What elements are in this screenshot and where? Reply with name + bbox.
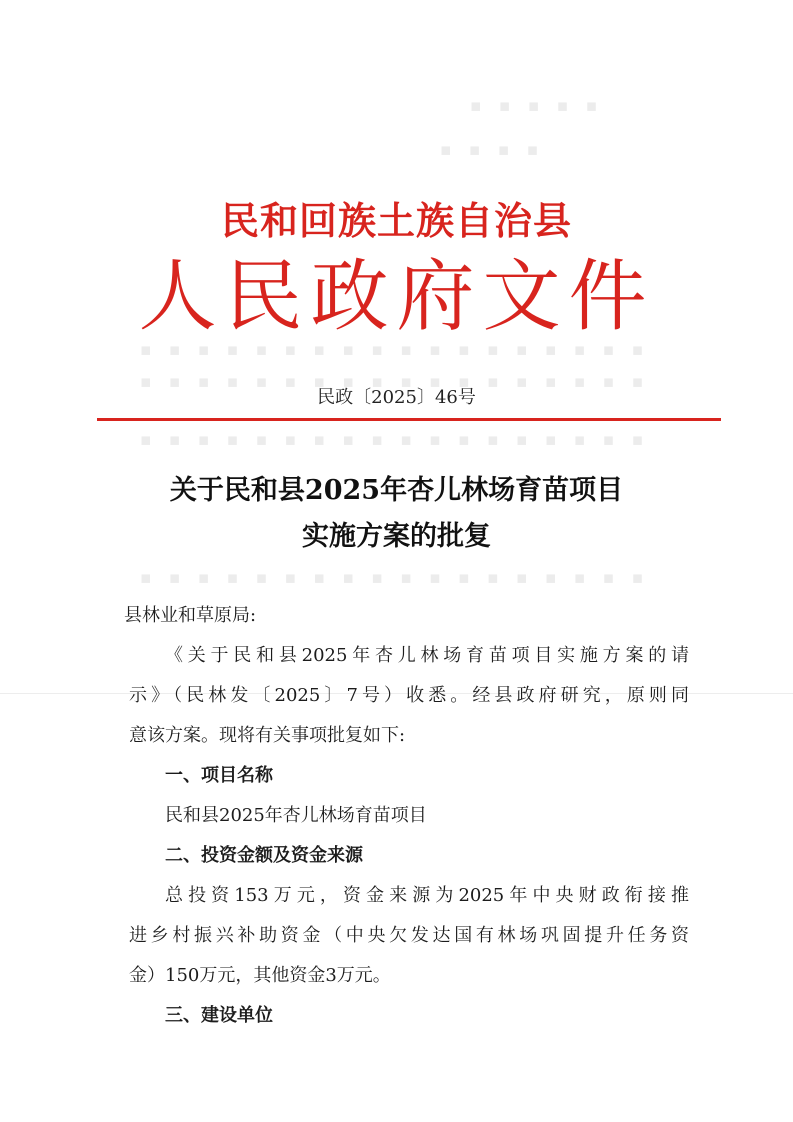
recipient: 县林业和草原局: bbox=[124, 605, 257, 626]
title-line: 关于民和县2025年杏儿林场育苗项目 bbox=[169, 475, 624, 506]
document-body bbox=[124, 600, 689, 1040]
section-heading: 二、投资金额及资金来源 bbox=[165, 845, 363, 866]
paragraph-line: 意该方案。现将有关事项批复如下: bbox=[129, 725, 406, 746]
section-heading: 三、建设单位 bbox=[165, 1005, 273, 1026]
document-number: 民政〔2025〕46号 bbox=[317, 387, 476, 408]
issuer-name: 民和回族土族自治县 bbox=[220, 198, 572, 243]
show-through: ▪ ▪ ▪ ▪ ▪ ▪ ▪ ▪ ▪ ▪ ▪ ▪ ▪ ▪ ▪ ▪ ▪ ▪ bbox=[140, 430, 650, 450]
paragraph-line: 金）150万元，其他资金3万元。 bbox=[129, 965, 391, 986]
show-through: ▪ ▪ ▪ ▪ ▪ bbox=[470, 96, 604, 116]
section-heading: 一、项目名称 bbox=[165, 765, 273, 786]
show-through: ▪ ▪ ▪ ▪ ▪ ▪ ▪ ▪ ▪ ▪ ▪ ▪ ▪ ▪ ▪ ▪ ▪ ▪ bbox=[140, 372, 650, 392]
paragraph-line: 总投资153万元，资金来源为2025年中央财政衔接推 bbox=[165, 885, 689, 906]
paragraph-line: 《关于民和县2025年杏儿林场育苗项目实施方案的请 bbox=[165, 645, 689, 666]
show-through: ▪ ▪ ▪ ▪ ▪ ▪ ▪ ▪ ▪ ▪ ▪ ▪ ▪ ▪ ▪ ▪ ▪ ▪ bbox=[140, 568, 650, 588]
show-through: ▪ ▪ ▪ ▪ ▪ ▪ ▪ ▪ ▪ ▪ ▪ ▪ ▪ ▪ ▪ ▪ ▪ ▪ bbox=[140, 340, 650, 360]
title-line: 实施方案的批复 bbox=[302, 521, 491, 552]
document-kind: 人民政府文件 bbox=[138, 252, 655, 342]
section-text: 民和县2025年杏儿林场育苗项目 bbox=[165, 805, 427, 826]
red-divider bbox=[97, 418, 721, 421]
show-through: ▪ ▪ ▪ ▪ bbox=[440, 140, 545, 160]
document-title bbox=[0, 468, 793, 560]
paragraph-line: 进乡村振兴补助资金（中央欠发达国有林场巩固提升任务资 bbox=[129, 925, 689, 946]
paragraph-line: 示》（民林发〔2025〕7号）收悉。经县政府研究，原则同 bbox=[129, 685, 689, 706]
